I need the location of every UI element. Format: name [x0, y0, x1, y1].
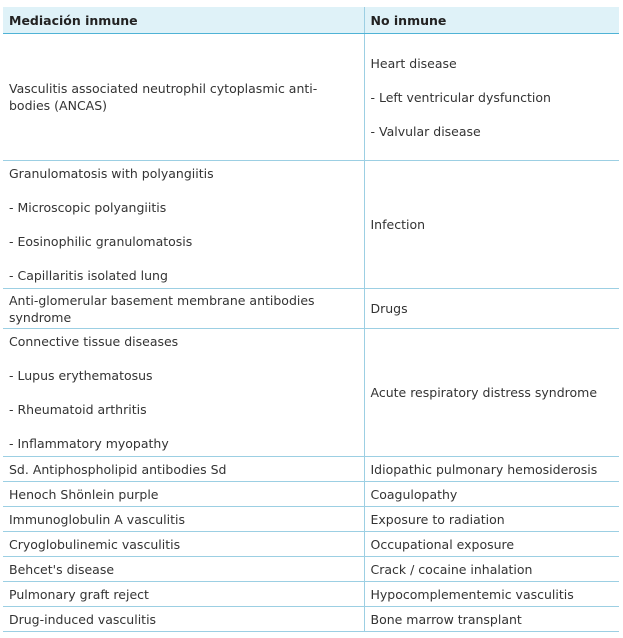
table-row	[3, 329, 619, 457]
cell-line: Infection	[370, 217, 426, 232]
cell-non-immune	[364, 482, 619, 507]
table-row	[3, 457, 619, 482]
cell-line: Crack / cocaine inhalation	[370, 561, 533, 577]
cell-immune	[3, 329, 364, 457]
cell-line: Occupational exposure	[370, 536, 515, 552]
cell-immune	[3, 507, 364, 532]
cell-non-immune	[364, 289, 619, 329]
table-row	[3, 161, 619, 289]
cell-line: Bone marrow transplant	[370, 611, 522, 627]
cell-non-immune	[364, 329, 619, 457]
cell-line: Henoch Shönlein purple	[9, 486, 159, 502]
header-immune: Mediación inmune	[3, 7, 364, 34]
cell-non-immune	[364, 532, 619, 557]
line-spacer	[9, 216, 358, 233]
cell-non-immune	[364, 607, 619, 632]
cell-line: Idiopathic pulmonary hemosiderosis	[370, 461, 598, 477]
cell-non-immune	[364, 34, 619, 161]
cell-line: Hypocomplementemic vasculitis	[370, 586, 574, 602]
line-spacer	[9, 182, 358, 199]
cell-immune	[3, 289, 364, 329]
cell-line: Drug-induced vasculitis	[9, 611, 157, 627]
cell-non-immune	[364, 507, 619, 532]
line-spacer	[9, 350, 358, 367]
line-spacer	[371, 72, 614, 89]
cell-immune	[3, 557, 364, 582]
cell-line: Drugs	[370, 301, 408, 316]
line-spacer	[9, 418, 358, 435]
line-spacer	[9, 250, 358, 267]
cell-immune	[3, 607, 364, 632]
cell-line: - Lupus erythematosus	[9, 368, 153, 383]
cell-line: - Rheumatoid arthritis	[9, 402, 147, 417]
cell-line: - Valvular disease	[370, 123, 481, 139]
cell-line: - Eosinophilic granulomatosis	[9, 234, 193, 249]
cell-non-immune	[364, 582, 619, 607]
cell-line: - Left ventricular dysfunction	[370, 89, 551, 105]
cell-immune	[3, 482, 364, 507]
cell-line: Coagulopathy	[370, 486, 458, 502]
cell-line: Exposure to radiation	[370, 511, 505, 527]
table-row	[3, 482, 619, 507]
cell-line: Heart disease	[370, 55, 457, 71]
cell-line: Immunoglobulin A vasculitis	[9, 511, 186, 527]
cell-immune	[3, 582, 364, 607]
cell-non-immune	[364, 161, 619, 289]
header-row	[3, 7, 619, 34]
cell-line: Granulomatosis with polyangiitis	[9, 166, 214, 181]
table-row	[3, 34, 619, 161]
cell-line: Anti-glomerular basement membrane antibodies	[9, 292, 315, 308]
header-non-immune: No inmune	[364, 7, 619, 34]
table-row	[3, 289, 619, 329]
table-body	[3, 34, 619, 632]
cell-line: Pulmonary graft reject	[9, 586, 149, 602]
table-row	[3, 532, 619, 557]
line-spacer	[9, 384, 358, 401]
cell-line: Cryoglobulinemic vasculitis	[9, 536, 181, 552]
cell-line: Vasculitis associated neutrophil cytoplasmic anti-	[9, 81, 318, 96]
cell-immune	[3, 457, 364, 482]
cell-line: Sd. Antiphospholipid antibodies Sd	[9, 461, 227, 477]
cell-immune	[3, 34, 364, 161]
table-row	[3, 582, 619, 607]
classification-table	[3, 7, 619, 632]
cell-line: - Capillaritis isolated lung	[9, 268, 168, 283]
cell-non-immune	[364, 457, 619, 482]
cell-line: - Microscopic polyangiitis	[9, 200, 167, 215]
cell-non-immune	[364, 557, 619, 582]
cell-line: Connective tissue diseases	[9, 334, 179, 349]
table-row	[3, 557, 619, 582]
cell-line: Acute respiratory distress syndrome	[370, 385, 598, 400]
line-spacer	[371, 106, 614, 123]
table-row	[3, 507, 619, 532]
table-row	[3, 607, 619, 632]
cell-immune	[3, 532, 364, 557]
cell-line: syndrome	[9, 309, 72, 325]
cell-line: - Inflammatory myopathy	[9, 436, 169, 451]
cell-line: bodies (ANCAS)	[9, 98, 108, 113]
cell-line: Behcet's disease	[9, 561, 115, 577]
cell-immune	[3, 161, 364, 289]
